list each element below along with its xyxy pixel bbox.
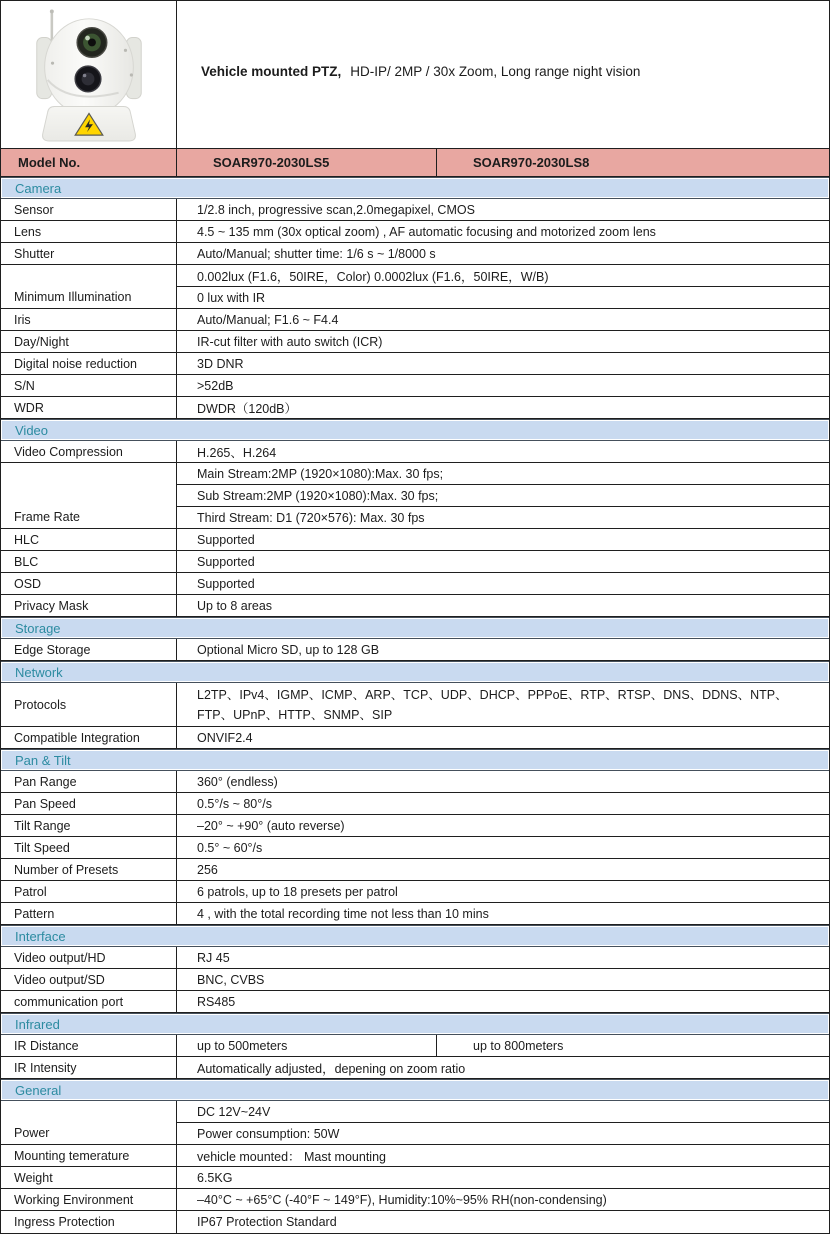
value-ir-intensity: Automatically adjusted，depening on zoom ratio <box>177 1057 829 1079</box>
label-video-compression: Video Compression <box>1 441 177 463</box>
spec-table <box>1 177 829 1233</box>
row-lens <box>1 221 829 243</box>
row-ir-intensity <box>1 1057 829 1079</box>
row-video-output-sd <box>1 969 829 991</box>
label-privacy-mask: Privacy Mask <box>1 595 177 617</box>
row-blc <box>1 551 829 573</box>
value-pattern: 4 , with the total recording time not less than 10 mins <box>177 903 829 925</box>
value-privacy-mask: Up to 8 areas <box>177 595 829 617</box>
value-shutter: Auto/Manual; shutter time: 1/6 s ~ 1/8000 s <box>177 243 829 265</box>
value-ir-distance-2: up to 800meters <box>473 1038 564 1053</box>
value-hlc: Supported <box>177 529 829 551</box>
value-lens: 4.5 ~ 135 mm (30x optical zoom) , AF automatic focusing and motorized zoom lens <box>177 221 829 243</box>
label-hlc: HLC <box>1 529 177 551</box>
label-pan-range: Pan Range <box>1 771 177 793</box>
row-pan-range <box>1 771 829 793</box>
row-s-n <box>1 375 829 397</box>
value-video-compression: H.265、H.264 <box>177 441 829 463</box>
row-weight <box>1 1167 829 1189</box>
row-digital-noise-reduction <box>1 353 829 375</box>
value-protocols: L2TP、IPv4、IGMP、ICMP、ARP、TCP、UDP、DHCP、PPPoE、RTP、RTSP、DNS、DDNS、NTP、FTP、UPnP、HTTP、SNMP、SIP <box>177 683 829 727</box>
value-power-2: Power consumption: 50W <box>177 1123 829 1145</box>
row-patrol <box>1 881 829 903</box>
value-tilt-speed: 0.5° ~ 60°/s <box>177 837 829 859</box>
row-edge-storage <box>1 639 829 661</box>
product-title-rest: HD-IP/ 2MP / 30x Zoom, Long range night vision <box>350 64 641 79</box>
value-patrol: 6 patrols, up to 18 presets per patrol <box>177 881 829 903</box>
model-no-label: Model No. <box>1 149 177 176</box>
row-power <box>1 1101 829 1145</box>
label-ir-intensity: IR Intensity <box>1 1057 177 1079</box>
value-video-output-sd: BNC, CVBS <box>177 969 829 991</box>
row-wdr <box>1 397 829 419</box>
value-osd: Supported <box>177 573 829 595</box>
value-wdr: DWDR（120dB） <box>177 397 829 419</box>
row-frame-rate <box>1 463 829 529</box>
row-working-environment <box>1 1189 829 1211</box>
row-pan-speed <box>1 793 829 815</box>
section-header-general: General <box>1 1079 829 1101</box>
ptz-camera-photo <box>15 6 163 144</box>
title-cell <box>177 1 829 148</box>
row-day-night <box>1 331 829 353</box>
section-header-storage: Storage <box>1 617 829 639</box>
value-working-environment: –40°C ~ +65°C (-40°F ~ 149°F), Humidity:10%~95% RH(non-condensing) <box>177 1189 829 1211</box>
row-video-output-hd <box>1 947 829 969</box>
label-minimum-illumination: Minimum Illumination <box>1 265 177 309</box>
section-header-pan-tilt: Pan & Tilt <box>1 749 829 771</box>
label-weight: Weight <box>1 1167 177 1189</box>
value-minimum-illumination-1: 0.002lux (F1.6，50IRE，Color) 0.0002lux (F1.6，50IRE，W/B) <box>177 265 829 287</box>
value-blc: Supported <box>177 551 829 573</box>
label-protocols: Protocols <box>1 683 177 727</box>
label-patrol: Patrol <box>1 881 177 903</box>
label-osd: OSD <box>1 573 177 595</box>
row-tilt-speed <box>1 837 829 859</box>
label-lens: Lens <box>1 221 177 243</box>
label-compatible-integration: Compatible Integration <box>1 727 177 749</box>
value-minimum-illumination-2: 0 lux with IR <box>177 287 829 309</box>
label-iris: Iris <box>1 309 177 331</box>
label-sensor: Sensor <box>1 199 177 221</box>
row-privacy-mask <box>1 595 829 617</box>
label-pattern: Pattern <box>1 903 177 925</box>
model-value-1: SOAR970-2030LS5 <box>177 149 437 176</box>
model-value-2: SOAR970-2030LS8 <box>473 155 590 170</box>
section-header-network: Network <box>1 661 829 683</box>
row-ir-distance <box>1 1035 829 1057</box>
label-frame-rate: Frame Rate <box>1 463 177 529</box>
header <box>1 1 829 149</box>
label-day-night: Day/Night <box>1 331 177 353</box>
label-tilt-range: Tilt Range <box>1 815 177 837</box>
row-number-of-presets <box>1 859 829 881</box>
row-sensor <box>1 199 829 221</box>
row-shutter <box>1 243 829 265</box>
product-image-cell <box>1 1 177 148</box>
label-communication-port: communication port <box>1 991 177 1013</box>
row-osd <box>1 573 829 595</box>
value-weight: 6.5KG <box>177 1167 829 1189</box>
value-communication-port: RS485 <box>177 991 829 1013</box>
section-header-infrared: Infrared <box>1 1013 829 1035</box>
value-frame-rate-3: Third Stream: D1 (720×576): Max. 30 fps <box>177 507 829 529</box>
value-iris: Auto/Manual; F1.6 ~ F4.4 <box>177 309 829 331</box>
row-hlc <box>1 529 829 551</box>
value-edge-storage: Optional Micro SD, up to 128 GB <box>177 639 829 661</box>
value-compatible-integration: ONVIF2.4 <box>177 727 829 749</box>
label-video-output-sd: Video output/SD <box>1 969 177 991</box>
value-tilt-range: –20° ~ +90° (auto reverse) <box>177 815 829 837</box>
row-ingress-protection <box>1 1211 829 1233</box>
label-s-n: S/N <box>1 375 177 397</box>
value-pan-speed: 0.5°/s ~ 80°/s <box>177 793 829 815</box>
row-iris <box>1 309 829 331</box>
value-ingress-protection: IP67 Protection Standard <box>197 1215 337 1229</box>
value-frame-rate-2: Sub Stream:2MP (1920×1080):Max. 30 fps; <box>177 485 829 507</box>
value-day-night: IR-cut filter with auto switch (ICR) <box>177 331 829 353</box>
section-header-video: Video <box>1 419 829 441</box>
label-video-output-hd: Video output/HD <box>1 947 177 969</box>
label-number-of-presets: Number of Presets <box>1 859 177 881</box>
product-title-bold: Vehicle mounted PTZ, <box>201 64 342 79</box>
row-compatible-integration <box>1 727 829 749</box>
label-ir-distance: IR Distance <box>1 1035 177 1057</box>
model-row <box>1 149 829 177</box>
value-power-1: DC 12V~24V <box>177 1101 829 1123</box>
row-video-compression <box>1 441 829 463</box>
label-mounting-temerature: Mounting temerature <box>1 1145 177 1167</box>
label-edge-storage: Edge Storage <box>1 639 177 661</box>
section-header-camera: Camera <box>1 177 829 199</box>
label-tilt-speed: Tilt Speed <box>1 837 177 859</box>
label-digital-noise-reduction: Digital noise reduction <box>1 353 177 375</box>
label-wdr: WDR <box>1 397 177 419</box>
section-header-interface: Interface <box>1 925 829 947</box>
row-communication-port <box>1 991 829 1013</box>
row-pattern <box>1 903 829 925</box>
label-blc: BLC <box>1 551 177 573</box>
value-video-output-hd: RJ 45 <box>177 947 829 969</box>
label-ingress-protection: Ingress Protection <box>1 1211 177 1233</box>
value-frame-rate-1: Main Stream:2MP (1920×1080):Max. 30 fps; <box>177 463 829 485</box>
value-ir-distance-1: up to 500meters <box>177 1035 437 1056</box>
value-number-of-presets: 256 <box>177 859 829 881</box>
label-shutter: Shutter <box>1 243 177 265</box>
value-s-n: >52dB <box>177 375 829 397</box>
value-sensor: 1/2.8 inch, progressive scan,2.0megapixel, CMOS <box>177 199 829 221</box>
label-working-environment: Working Environment <box>1 1189 177 1211</box>
value-pan-range: 360° (endless) <box>177 771 829 793</box>
value-digital-noise-reduction: 3D DNR <box>177 353 829 375</box>
label-power: Power <box>1 1101 177 1145</box>
row-protocols <box>1 683 829 727</box>
value-mounting-temerature: vehicle mounted： Mast mounting <box>177 1145 829 1167</box>
label-pan-speed: Pan Speed <box>1 793 177 815</box>
row-tilt-range <box>1 815 829 837</box>
row-mounting-temerature <box>1 1145 829 1167</box>
row-minimum-illumination <box>1 265 829 309</box>
